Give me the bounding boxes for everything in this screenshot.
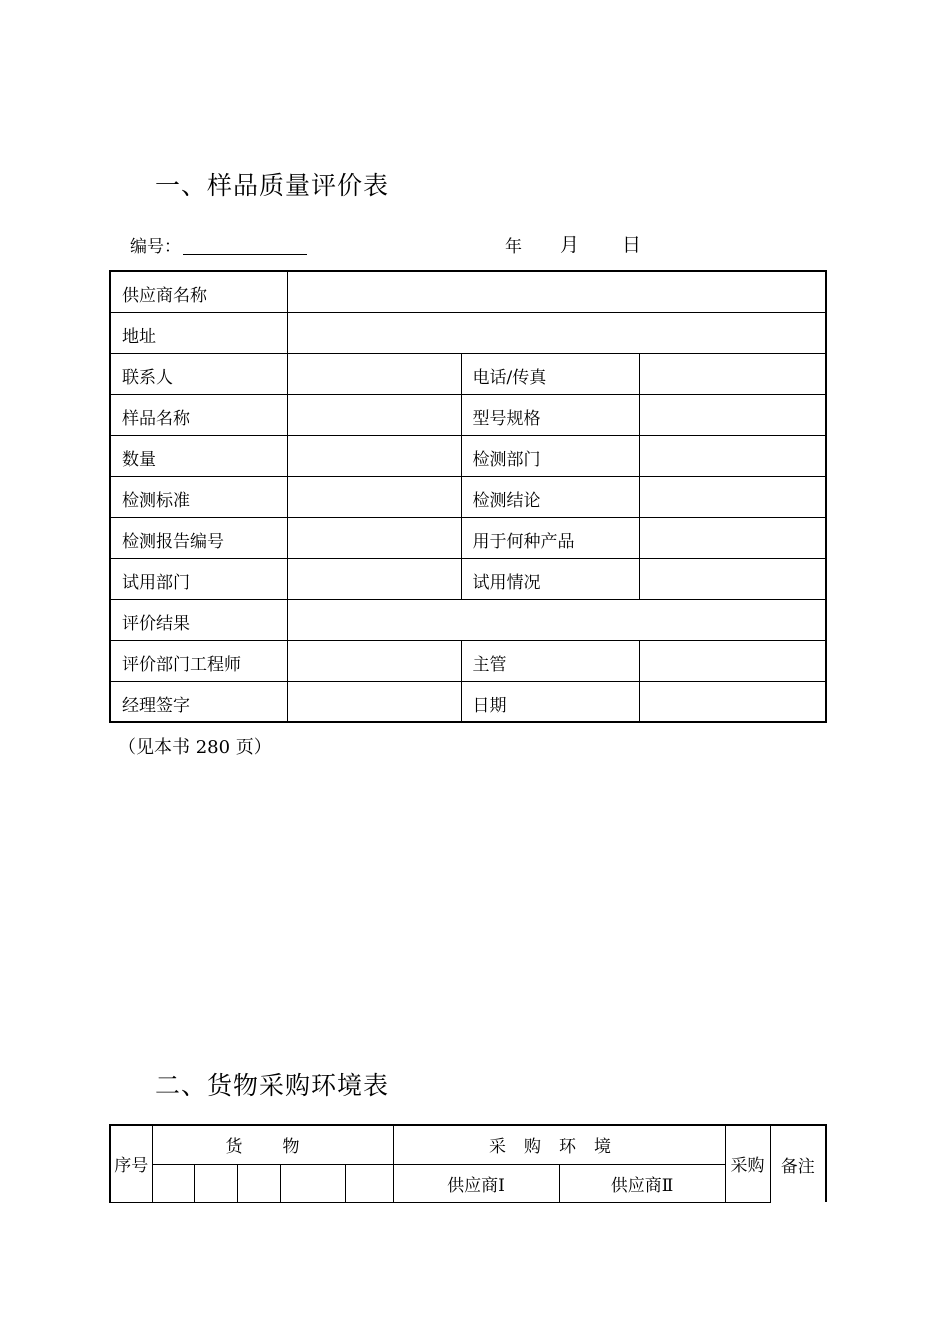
- table-row: [110, 312, 826, 353]
- serial-label: 编号：: [130, 237, 181, 257]
- row-label: 检测部门: [461, 435, 639, 476]
- value-cell[interactable]: [287, 681, 461, 722]
- header-supplier2: 供应商Ⅱ: [559, 1164, 725, 1202]
- value-cell[interactable]: [287, 353, 461, 394]
- goods-subcell: [194, 1164, 237, 1202]
- table-row: [110, 353, 826, 394]
- table-row: [110, 681, 826, 722]
- header-goods: [152, 1125, 393, 1164]
- date-month-label: 月: [560, 234, 580, 256]
- table-row: [110, 394, 826, 435]
- header-goods-text: 货物: [225, 1137, 340, 1158]
- table-row: [110, 640, 826, 681]
- value-cell[interactable]: [639, 640, 826, 681]
- value-cell[interactable]: [287, 517, 461, 558]
- row-label: 检测报告编号: [110, 517, 287, 558]
- table-row: [110, 599, 826, 640]
- value-cell[interactable]: [639, 558, 826, 599]
- date-year-label: 年: [505, 237, 522, 257]
- value-cell[interactable]: [287, 271, 826, 312]
- value-cell[interactable]: [639, 394, 826, 435]
- row-label: 数量: [110, 435, 287, 476]
- row-label: 电话/传真: [461, 353, 639, 394]
- serial-input-line[interactable]: [183, 254, 307, 255]
- table-row: [110, 271, 826, 312]
- header-supplier1: 供应商Ⅰ: [393, 1164, 559, 1202]
- row-label: 评价结果: [110, 599, 287, 640]
- header-procurement-env: [393, 1125, 725, 1164]
- header-remarks: 备注: [770, 1125, 826, 1202]
- value-cell[interactable]: [287, 640, 461, 681]
- header-procure: 采购: [725, 1125, 770, 1202]
- row-label: 评价部门工程师: [110, 640, 287, 681]
- row-label: 日期: [461, 681, 639, 722]
- goods-subcell: [152, 1164, 194, 1202]
- value-cell[interactable]: [639, 517, 826, 558]
- value-cell[interactable]: [639, 681, 826, 722]
- date-day-label: 日: [622, 234, 642, 256]
- goods-subcell: [280, 1164, 345, 1202]
- section1-title: 一、样品质量评价表: [155, 171, 390, 200]
- table-header-row: [110, 1125, 826, 1164]
- value-cell[interactable]: [287, 599, 826, 640]
- value-cell[interactable]: [639, 353, 826, 394]
- row-label: 样品名称: [110, 394, 287, 435]
- value-cell[interactable]: [639, 435, 826, 476]
- row-label: 试用情况: [461, 558, 639, 599]
- table-row: [110, 435, 826, 476]
- header-seq: 序号: [110, 1125, 152, 1202]
- page-reference-note: （见本书 280 页）: [118, 737, 272, 758]
- goods-subcell: [237, 1164, 280, 1202]
- value-cell[interactable]: [287, 394, 461, 435]
- table-row: [110, 517, 826, 558]
- row-label: 型号规格: [461, 394, 639, 435]
- value-cell[interactable]: [287, 558, 461, 599]
- row-label: 经理签字: [110, 681, 287, 722]
- section2-title: 二、货物采购环境表: [155, 1071, 390, 1100]
- table-row: [110, 558, 826, 599]
- row-label: 用于何种产品: [461, 517, 639, 558]
- header-procurement-env-text: 采购环境: [489, 1137, 629, 1158]
- row-label: 检测结论: [461, 476, 639, 517]
- sample-quality-table: [109, 270, 827, 723]
- table-row: [110, 476, 826, 517]
- row-label: 地址: [110, 312, 287, 353]
- value-cell[interactable]: [287, 476, 461, 517]
- row-label: 供应商名称: [110, 271, 287, 312]
- row-label: 试用部门: [110, 558, 287, 599]
- row-label: 检测标准: [110, 476, 287, 517]
- value-cell[interactable]: [287, 435, 461, 476]
- row-label: 联系人: [110, 353, 287, 394]
- goods-subcell: [345, 1164, 393, 1202]
- table-header-row: [110, 1164, 826, 1202]
- procurement-environment-table: [109, 1124, 827, 1203]
- row-label: 主管: [461, 640, 639, 681]
- value-cell[interactable]: [639, 476, 826, 517]
- value-cell[interactable]: [287, 312, 826, 353]
